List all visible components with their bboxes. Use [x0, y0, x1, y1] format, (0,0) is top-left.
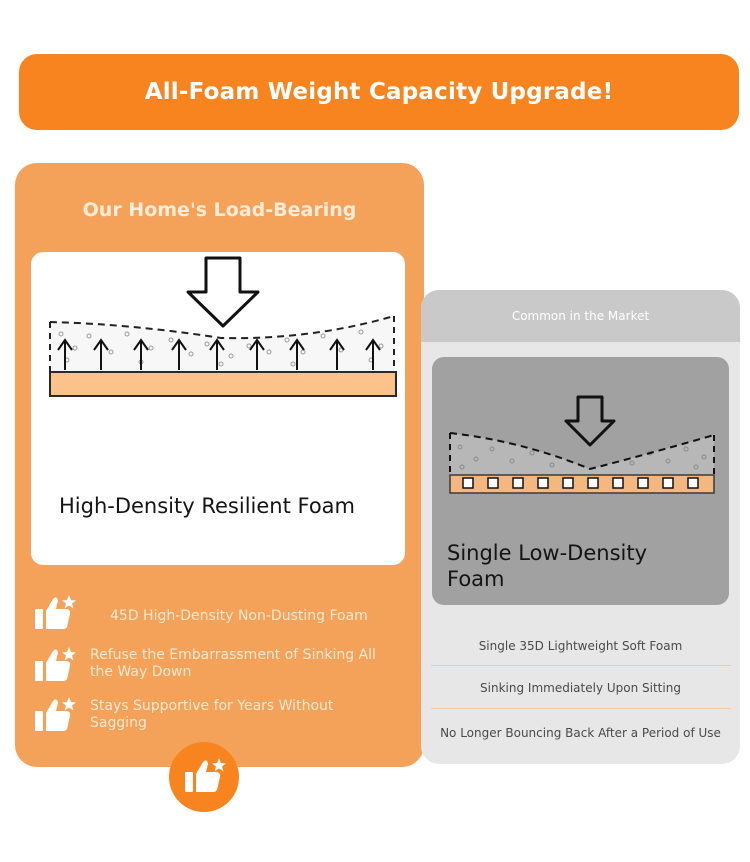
high-density-foam-diagram — [31, 252, 405, 565]
feature-item — [33, 695, 413, 739]
market-card-title: Common in the Market — [511, 309, 650, 323]
high-density-foam-label: High-Density Resilient Foam — [59, 494, 356, 518]
feature-text: Refuse the Embarrassment of Sinking All the Way Down — [90, 647, 376, 680]
thumbs-up-star-icon — [33, 645, 77, 685]
market-drawback-text: No Longer Bouncing Back After a Period of Use — [440, 726, 721, 740]
feature-item — [33, 645, 413, 689]
thumbs-up-star-icon — [33, 695, 77, 735]
feature-item — [33, 593, 413, 637]
market-card-header — [421, 290, 740, 342]
low-density-foam-label: Single Low-Density Foam — [447, 541, 648, 591]
market-drawback-row — [421, 624, 740, 668]
our-card-title: Our Home's Load-Bearing — [82, 199, 357, 221]
high-density-foam-panel — [31, 252, 405, 565]
market-drawback-text: Sinking Immediately Upon Sitting — [480, 681, 681, 695]
market-drawback-text: Single 35D Lightweight Soft Foam — [478, 639, 683, 653]
our-product-card — [15, 163, 424, 767]
market-drawback-row — [421, 711, 740, 755]
feature-text: 45D High-Density Non-Dusting Foam — [110, 608, 368, 624]
header-banner — [19, 54, 739, 130]
market-product-card — [421, 290, 740, 764]
thumbs-up-star-icon — [183, 755, 227, 797]
low-density-foam-panel — [432, 357, 729, 605]
thumbs-up-star-icon — [33, 593, 77, 633]
market-drawback-row — [421, 666, 740, 710]
banner-title: All-Foam Weight Capacity Upgrade! — [144, 79, 614, 105]
divider — [431, 708, 731, 709]
feature-text: Stays Supportive for Years Without Sagging — [90, 698, 334, 731]
thumbs-up-badge — [169, 742, 239, 812]
